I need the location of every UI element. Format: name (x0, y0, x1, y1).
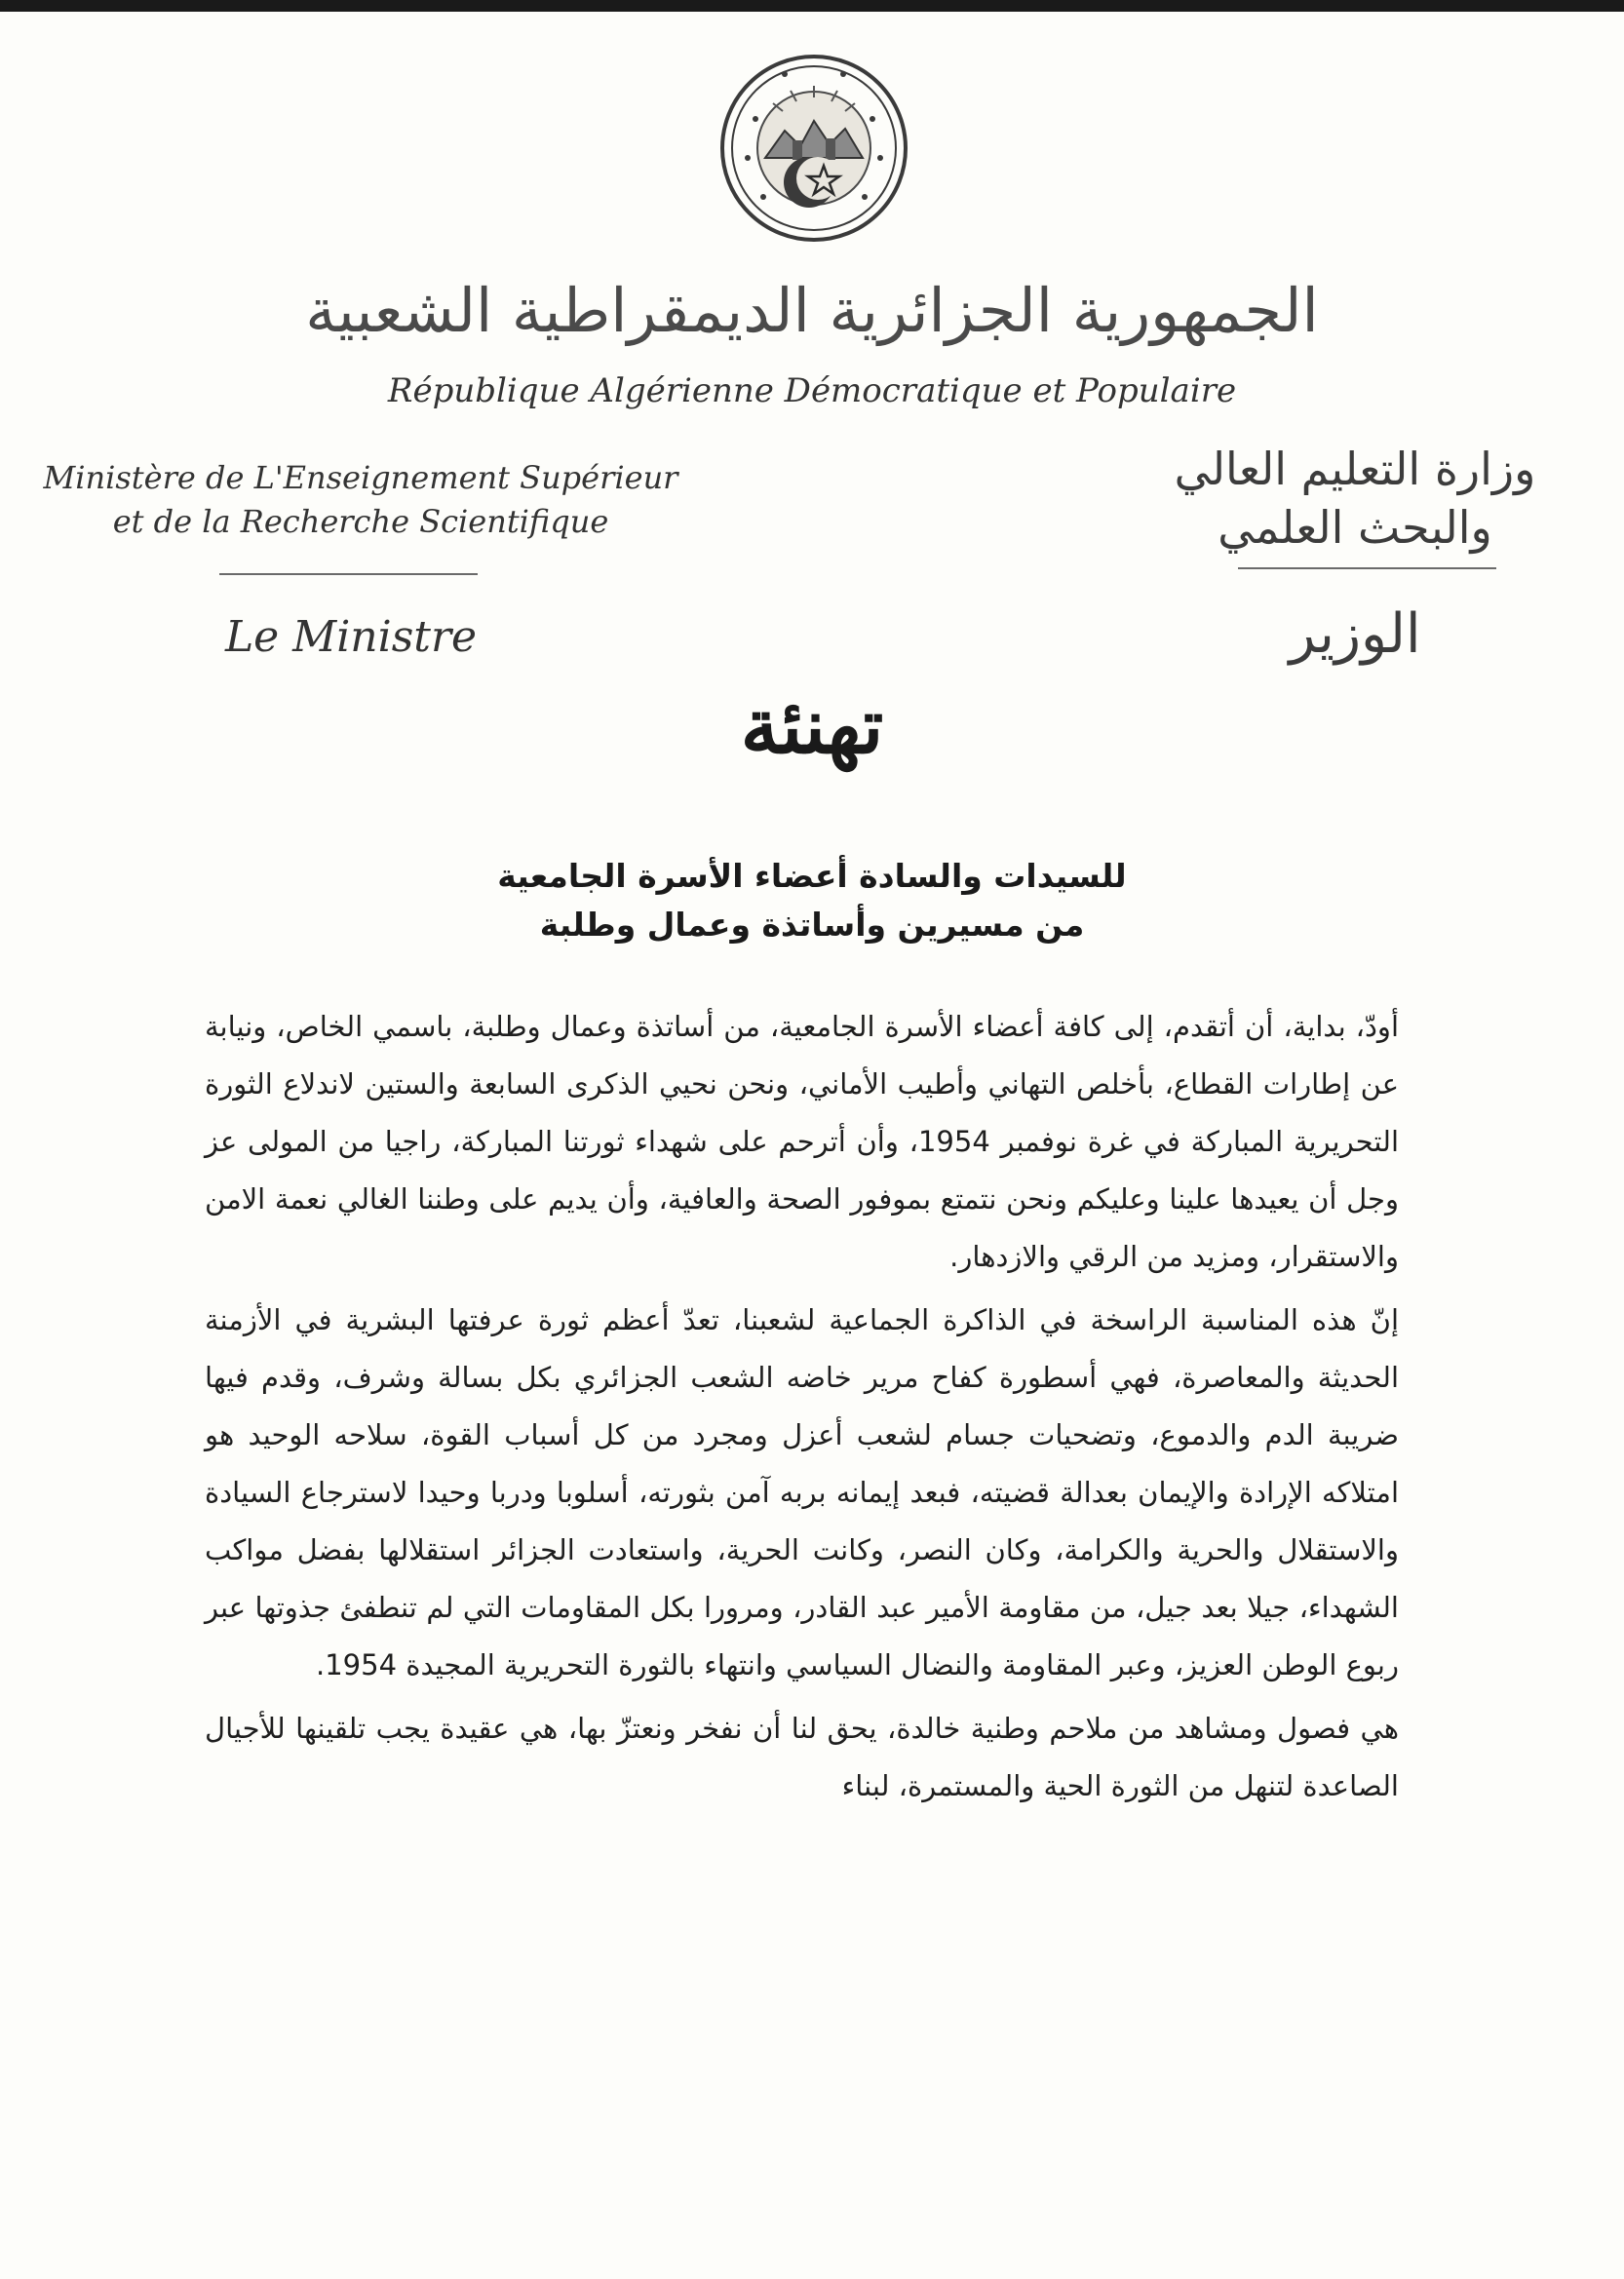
arabic-minister-title: الوزير (1289, 602, 1421, 666)
addressees-block (341, 852, 1283, 949)
french-minister-title: Le Ministre (224, 612, 478, 662)
addressees-line1: للسيدات والسادة أعضاء الأسرة الجامعية (497, 857, 1127, 895)
arabic-ministry-line2: والبحث العلمي (1218, 500, 1492, 554)
arabic-ministry-name (1145, 441, 1565, 558)
french-ministry-line1: Ministère de L'Enseignement Supérieur (43, 459, 678, 496)
arabic-ministry-line1: وزارة التعليم العالي (1174, 443, 1536, 495)
body-paragraph-3: هي فصول ومشاهد من ملاحم وطنية خالدة، يحق لنا أن نفخر ونعتزّ بها، هي عقيدة يجب تلقينها للأجيال الصاعدة لتنهل من الثورة الحية والمستمرة، لبناء (205, 1712, 1399, 1802)
scan-top-edge (0, 0, 1624, 12)
arabic-republic-title: الجمهورية الجزائرية الديمقراطية الشعبية (305, 275, 1319, 346)
french-ministry-name (39, 456, 682, 544)
body-paragraph-2: إنّ هذه المناسبة الراسخة في الذاكرة الجماعية لشعبنا، تعدّ أعظم ثورة عرفتها البشرية في الأزمنة الحديثة والمعاصرة، فهي أسطورة كفاح مرير خاضه الشعب الجزائري بكل بسالة وشرف، وقدم فيها ضريبة الدم والدموع، وتضحيات جسام لشعب أعزل ومجرد من كل أسباب القوة، سلاحه الوحيد هو امتلاكه الإرادة والإيمان بعدالة قضيته، فبعد إيمانه بربه آمن بثورته، أسلوبا ودربا وحيدا لاسترجاع السيادة والاستقلال والحرية والكرامة، وكان النصر، وكانت الحرية، واستعادت الجزائر استقلالها بفضل مواكب الشهداء، جيلا بعد جيل، من مقاومة الأمير عبد القادر، ومرورا بكل المقاومات التي لم تنطفئ جذوتها عبر ربوع الوطن العزيز، وعبر المقاومة والنضال السياسي وانتهاء بالثورة التحريرية المجيدة 1954. (205, 1303, 1399, 1681)
state-seal-emblem (716, 51, 911, 246)
congratulations-heading: تهنئة (740, 682, 884, 771)
letter-body (205, 998, 1399, 1821)
french-ministry-line2: et de la Recherche Scientifique (112, 502, 609, 540)
french-republic-title: République Algérienne Démocratique et Populaire (387, 371, 1237, 410)
french-divider (219, 573, 478, 575)
addressees-line2: من مسيرين وأساتذة وعمال وطلبة (539, 906, 1085, 944)
arabic-divider (1238, 567, 1496, 569)
body-paragraph-1: أودّ، بداية، أن أتقدم، إلى كافة أعضاء الأسرة الجامعية، من أساتذة وعمال وطلبة، باسمي الخاص، ونيابة عن إطارات القطاع، بأخلص التهاني وأطيب الأماني، ونحن نحيي الذكرى السابعة والستين لاندلاع الثورة التحريرية المباركة في غرة نوفمبر 1954، وأن أترحم على شهداء ثورتنا المباركة، راجيا من المولى عز وجل أن يعيدها علينا وعليكم ونحن نتمتع بموفور الصحة والعافية، وأن يديم على وطننا الغالي نعمة الامن والاستقرار، ومزيد من الرقي والازدهار. (205, 1010, 1399, 1273)
